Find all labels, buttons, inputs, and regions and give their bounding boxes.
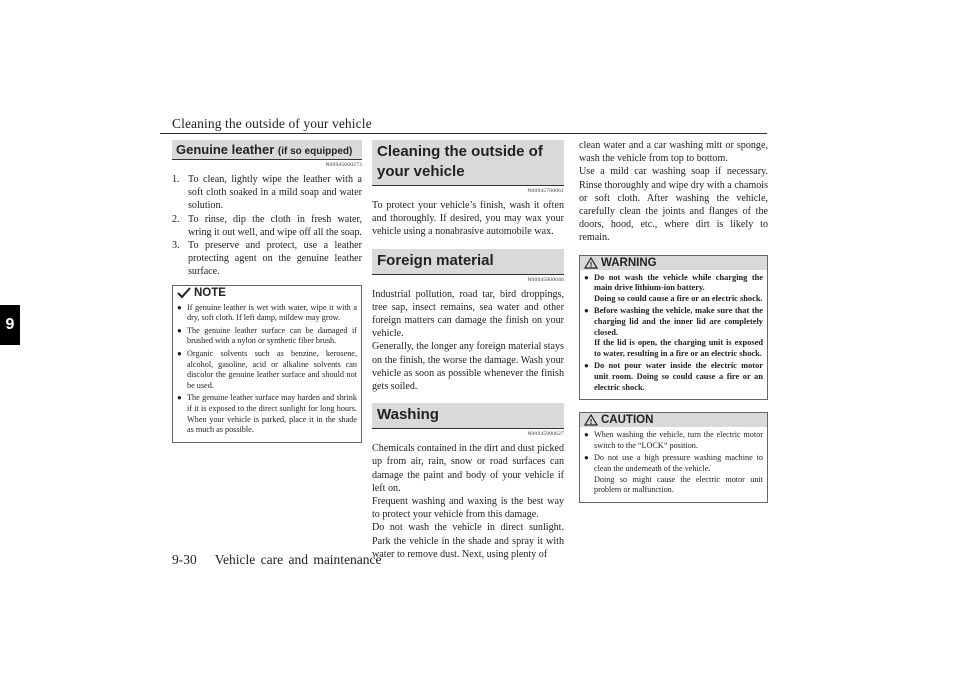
section-code: N00945900627: [527, 431, 564, 438]
caution-text: Do not use a high pressure washing machine to clean the underneath of the vehicle. Doing so might cause the electric motor unit problem or malfunction.: [594, 453, 763, 495]
warning-text: Before washing the vehicle, make sure that the charging lid and the inner lid are completely closed. If the lid is open, the charging unit is exposed to water, resulting in a fire or an electric shock.: [594, 306, 763, 358]
washing-p3: Do not wash the vehicle in direct sunlight. Park the vehicle in the shade and spray it with water to remove dust. Next, using plenty of: [372, 522, 564, 560]
note-header: [173, 286, 361, 300]
step-text: To clean, lightly wipe the leather with a soft cloth soaked in a mild soap and water solution.: [188, 174, 362, 212]
genuine-leather-title-note: (if so equipped): [277, 146, 353, 157]
caution-box: [579, 412, 768, 503]
step-item: [172, 173, 362, 213]
warning-item: [584, 361, 763, 393]
note-box: [172, 285, 362, 443]
warning-body: [580, 270, 767, 400]
step-item: [172, 213, 362, 239]
note-text: Organic solvents such as benzine, kerosene, alcohol, gasoline, acid or alkaline solvents can discolor the genuine leather surface and should not be used.: [187, 349, 357, 390]
cleaning-outside-text: To protect your vehicle’s finish, wash it often and thoroughly. If desired, you may wax your vehicle using a nonabrasive automobile wax.: [372, 200, 564, 238]
bullet-icon: ●: [584, 361, 589, 371]
bullet-icon: ●: [177, 302, 182, 312]
page-number: 9-30: [172, 552, 197, 567]
foreign-material-p2: Generally, the longer any foreign material stays on the finish, the worse the damage. Wash your vehicle as soon as possible whenever the finish gets soiled.: [372, 341, 564, 393]
bullet-icon: ●: [584, 430, 589, 440]
bullet-icon: ●: [177, 393, 182, 403]
section-title-washing: Washing: [372, 403, 564, 429]
washing-p2: Frequent washing and waxing is the best way to protect your vehicle from this damage.: [372, 496, 564, 521]
note-text: The genuine leather surface can be damaged if brushed with a nylon or synthetic fiber brush.: [187, 325, 357, 346]
column-right: [579, 139, 768, 503]
warning-triangle-icon: [584, 257, 598, 269]
note-label: NOTE: [194, 286, 226, 299]
note-item: [177, 303, 357, 324]
note-text: The genuine leather surface may harden and shrink if it is exposed to the direct sunlight for long hours. When your vehicle is parked, place it in the shade as much as possible.: [187, 393, 357, 435]
section-code: N00945700061: [527, 188, 564, 194]
bullet-icon: ●: [584, 453, 589, 463]
section-title-cleaning-outside: Cleaning the outside of your vehicle: [372, 140, 564, 186]
warning-item: [584, 306, 763, 359]
bullet-icon: ●: [177, 325, 182, 335]
section-title-foreign-material: Foreign material: [372, 249, 564, 275]
leather-steps: [172, 173, 362, 279]
caution-body: [580, 427, 767, 502]
step-text: To rinse, dip the cloth in fresh water, wring it out well, and wipe off all the soap.: [188, 213, 362, 238]
warning-header: [580, 256, 767, 270]
caution-label: CAUTION: [601, 414, 654, 427]
note-item: [177, 326, 357, 347]
warning-label: WARNING: [601, 256, 657, 269]
step-text: To preserve and protect, use a leather protecting agent on the genuine leather surface.: [188, 240, 362, 278]
warning-text: Do not wash the vehicle while charging the main drive lithium-ion battery. Doing so could cause a fire or an electric shock.: [594, 272, 763, 303]
washing-p4: clean water and a car washing mitt or sponge, wash the vehicle from top to bottom.: [579, 140, 768, 165]
section-title-genuine-leather: [172, 140, 362, 160]
svg-text:!: !: [589, 419, 593, 427]
warning-item: [584, 273, 763, 305]
caution-triangle-icon: [584, 414, 598, 426]
column-left: [172, 140, 362, 443]
note-text: If genuine leather is wet with water, wipe it with a dry, soft cloth. If left damp, mildew may grow.: [187, 302, 357, 323]
chapter-tab: 9: [0, 305, 20, 345]
note-item: [177, 349, 357, 391]
section-code: N00945800046: [527, 276, 564, 283]
footer-section-title: Vehicle care and maintenance: [214, 552, 382, 567]
step-number: 3.: [172, 240, 180, 252]
step-item: [172, 239, 362, 279]
step-number: 2.: [172, 213, 180, 225]
svg-text:!: !: [589, 261, 593, 269]
foreign-material-p1: Industrial pollution, road tar, bird droppings, tree sap, insect remains, sea water and other foreign matters can damage the finish on your vehicle.: [372, 288, 564, 340]
step-number: 1.: [172, 174, 180, 185]
checkmark-icon: [177, 287, 191, 299]
bullet-icon: ●: [584, 306, 589, 316]
washing-p1: Chemicals contained in the dirt and dust picked up from air, rain, snow or road surfaces can damage the paint and body of your vehicle if left on.: [372, 443, 565, 494]
header-rule: [160, 133, 767, 134]
caution-text: When washing the vehicle, turn the electric motor switch to the “LOCK” position.: [594, 430, 763, 450]
genuine-leather-title: Genuine leather: [176, 142, 275, 157]
washing-p5: Use a mild car washing soap if necessary. Rinse thoroughly and wipe dry with a chamois or soft cloth. After washing the vehicle, carefully clean the joints and flanges of the doors, hood, etc., where dirt is likely to remain.: [579, 166, 768, 244]
column-middle: [372, 140, 564, 561]
caution-item: [584, 430, 763, 451]
bullet-icon: ●: [177, 349, 182, 358]
section-code: N00945600273: [325, 162, 362, 168]
page-footer: [172, 552, 382, 568]
warning-text: Do not pour water inside the electric motor unit room. Doing so could cause a fire or an electric shock.: [594, 361, 763, 392]
note-body: [173, 300, 361, 442]
caution-item: [584, 453, 763, 495]
note-item: [177, 393, 357, 435]
warning-box: [579, 255, 768, 401]
page-header-title: Cleaning the outside of your vehicle: [172, 116, 372, 131]
caution-header: [580, 413, 767, 427]
bullet-icon: ●: [584, 272, 589, 282]
